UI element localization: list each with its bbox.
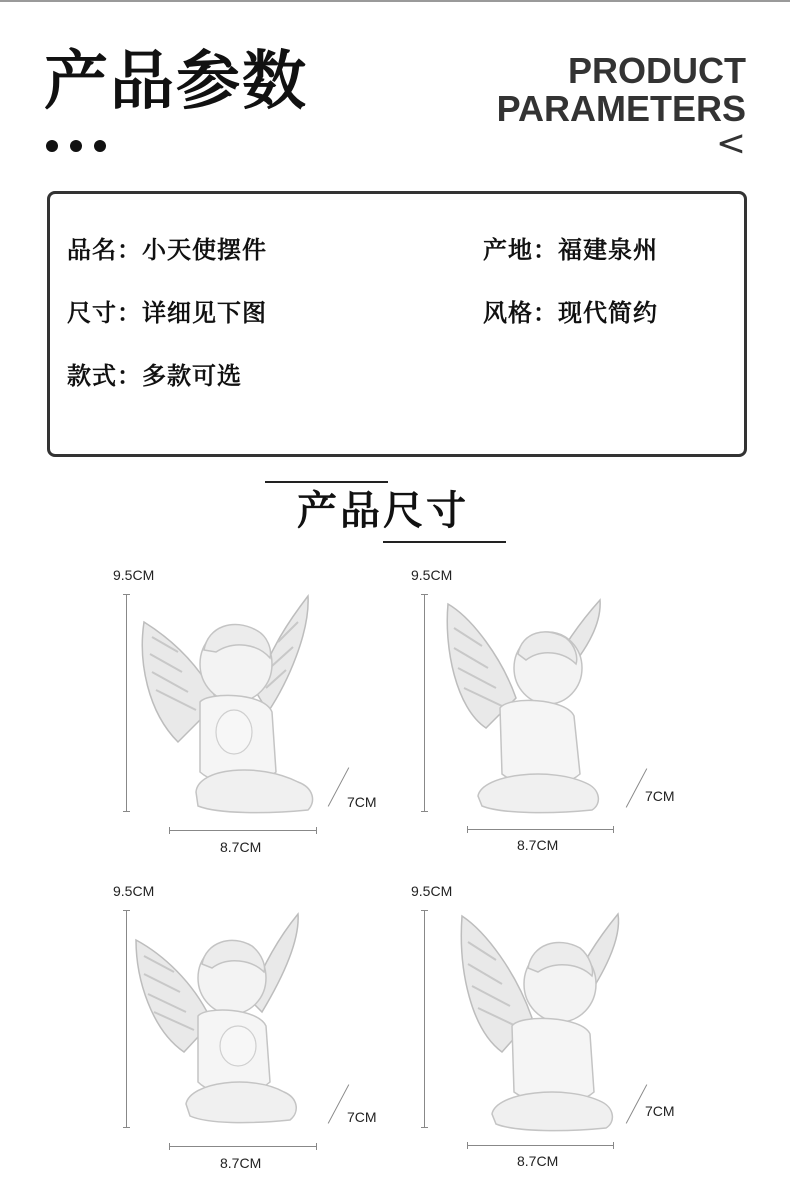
param-style	[483, 293, 658, 328]
dot-icon	[94, 140, 106, 152]
width-label: 8.7CM	[220, 1155, 262, 1171]
param-label: 品名：	[67, 236, 142, 264]
height-label: 9.5CM	[411, 567, 453, 583]
width-label: 8.7CM	[517, 837, 559, 853]
section-title: 产品尺寸	[297, 488, 469, 534]
width-label: 8.7CM	[517, 1153, 559, 1169]
angel-figurine-icon	[138, 592, 320, 820]
angel-figurine-icon	[456, 912, 622, 1134]
param-value: 多款可选	[142, 362, 242, 390]
depth-label: 7CM	[347, 1109, 377, 1125]
param-label: 产地：	[483, 236, 558, 264]
depth-label: 7CM	[645, 788, 675, 804]
width-dimension-line	[467, 829, 614, 830]
param-origin	[483, 230, 658, 265]
top-divider	[0, 0, 790, 2]
page-title-en	[497, 52, 746, 128]
height-dimension-line	[126, 910, 127, 1128]
title-en-line1: PRODUCT	[568, 50, 746, 91]
param-name	[67, 230, 267, 265]
width-dimension-line	[467, 1145, 614, 1146]
height-dimension-line	[424, 594, 425, 812]
angel-figurine-icon	[134, 912, 304, 1126]
dot-icon	[46, 140, 58, 152]
width-label: 8.7CM	[220, 839, 262, 855]
param-value: 详细见下图	[142, 299, 267, 327]
section-line-bottom	[383, 541, 506, 543]
width-dimension-line	[169, 830, 317, 831]
height-label: 9.5CM	[113, 567, 155, 583]
parameters-box	[47, 191, 747, 457]
width-dimension-line	[169, 1146, 317, 1147]
param-label: 风格：	[483, 299, 558, 327]
dot-icon	[70, 140, 82, 152]
chevron-left-icon: <	[715, 123, 746, 164]
angel-figurine-icon	[442, 598, 608, 818]
depth-label: 7CM	[645, 1103, 675, 1119]
page-title: 产品参数	[44, 45, 308, 119]
title-dots	[46, 140, 106, 152]
param-label: 尺寸：	[67, 299, 142, 327]
param-size	[67, 293, 267, 328]
title-en-line2: PARAMETERS	[496, 87, 746, 129]
param-value: 福建泉州	[558, 236, 658, 264]
param-label: 款式：	[67, 362, 142, 390]
height-dimension-line	[424, 910, 425, 1128]
param-variant	[67, 356, 242, 391]
param-value: 现代简约	[558, 299, 658, 327]
depth-label: 7CM	[347, 794, 377, 810]
height-dimension-line	[126, 594, 127, 812]
height-label: 9.5CM	[411, 883, 453, 899]
height-label: 9.5CM	[113, 883, 155, 899]
section-line-top	[265, 481, 388, 483]
param-value: 小天使摆件	[142, 236, 267, 264]
